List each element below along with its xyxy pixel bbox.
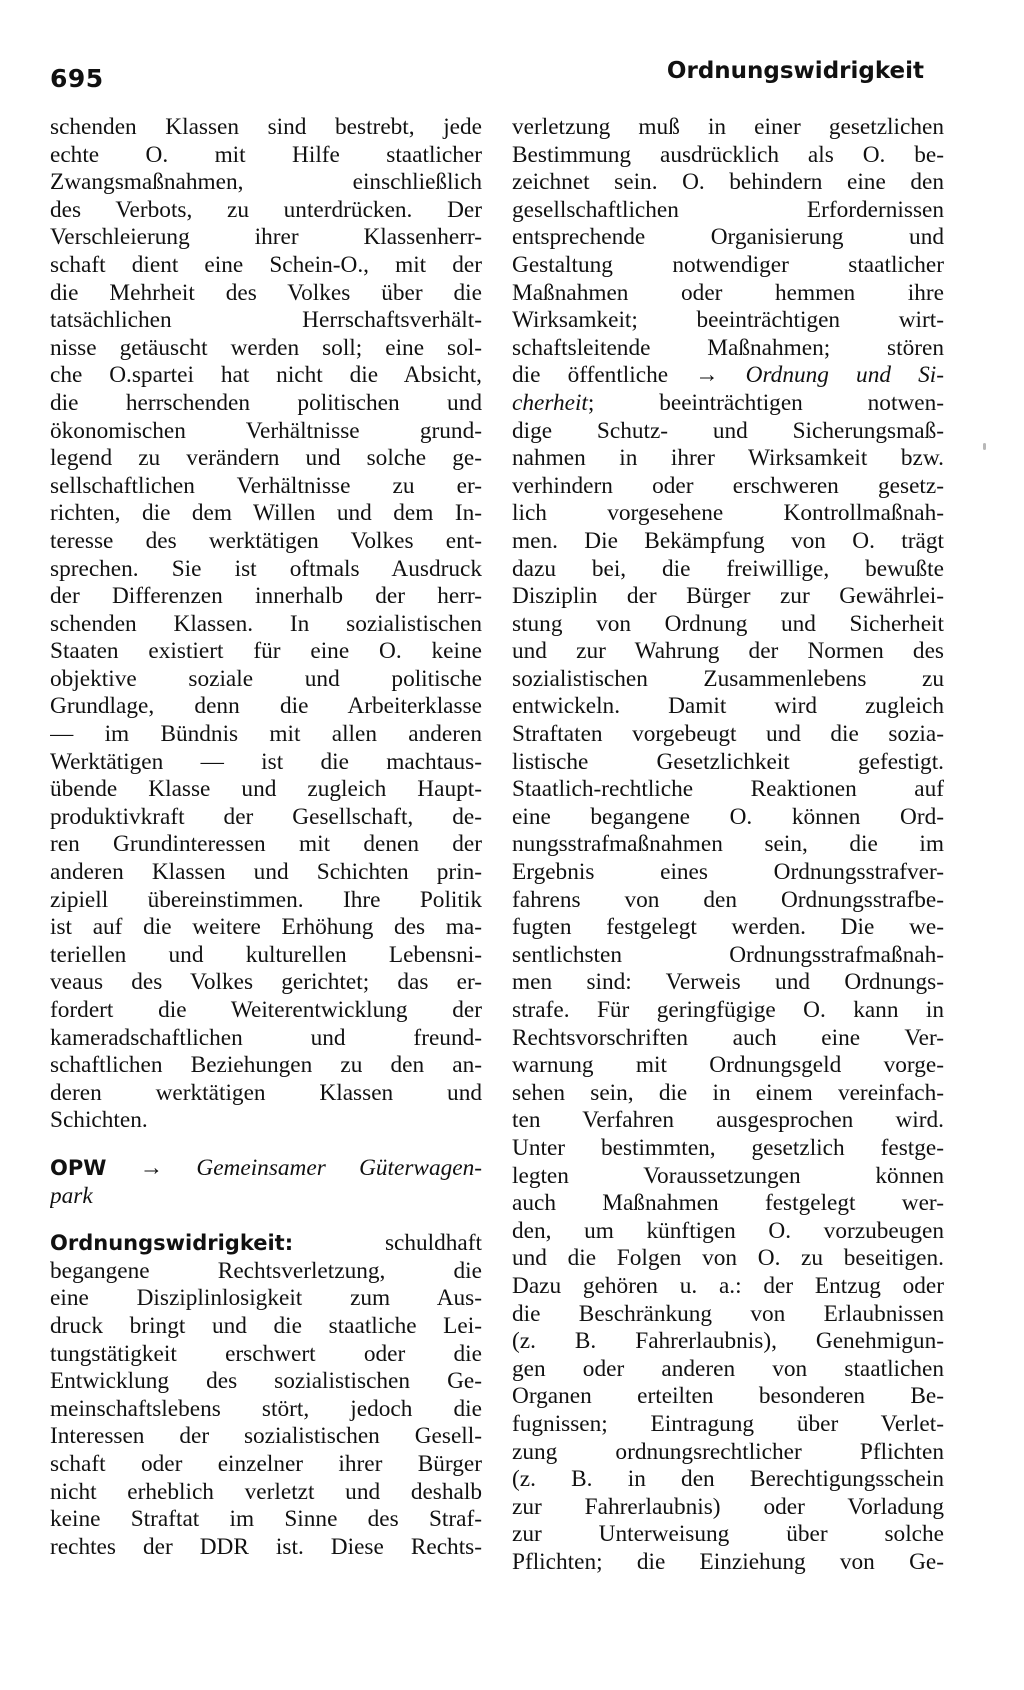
line-text: gen oder anderen von staatlichen (512, 1355, 944, 1382)
line-text: gesellschaftlichen Erfordernissen (512, 196, 944, 223)
line-text: Ergebnis eines Ordnungsstrafver- (512, 859, 944, 886)
line-text: und zur Wahrung der Normen des (512, 638, 944, 665)
line-text: fugnissen; Eintragung über Verlet- (512, 1410, 944, 1437)
line-text: die Mehrheit des Volkes über die (50, 279, 482, 306)
line-text: strafe. Für geringfügige O. kann in (512, 997, 944, 1023)
line-text: (z. B. Fahrerlaubnis), Genehmigun- (512, 1328, 944, 1355)
line-text: ist auf die weitere Erhöhung des ma- (50, 914, 482, 941)
text-line (50, 473, 482, 501)
text-line (50, 914, 482, 942)
text-line (50, 335, 482, 363)
line-text: schaftsleitende Maßnahmen; stören (512, 334, 944, 361)
text-line (50, 445, 482, 473)
text-line (512, 1521, 944, 1549)
text-line (50, 942, 482, 970)
paragraph-gap (50, 1210, 482, 1230)
text-line (50, 1230, 482, 1258)
text-line (50, 142, 482, 170)
line-text: Gestaltung notwendiger staatlicher (512, 251, 944, 278)
line-text: nicht erheblich verletzt und deshalb (50, 1478, 482, 1505)
line-text: übende Klasse und zugleich Haupt- (50, 776, 482, 803)
line-text: die Beschränkung von Erlaubnissen (512, 1300, 944, 1327)
text-line (50, 1451, 482, 1479)
text-line (512, 638, 944, 666)
line-text: zur Unterweisung über solche (512, 1521, 944, 1548)
line-text: teriellen und kulturellen Lebensni- (50, 941, 482, 968)
text-line (512, 749, 944, 777)
text-line (50, 252, 482, 280)
line-text: eine Disziplinlosigkeit zum Aus- (50, 1285, 482, 1312)
line-text: nisse getäuscht werden soll; eine sol- (50, 334, 482, 361)
line-text: und die Folgen von O. zu beseitigen. (512, 1245, 944, 1272)
text-line (512, 1025, 944, 1053)
text-line (512, 224, 944, 252)
line-text: rechtes der DDR ist. Diese Rechts- (50, 1533, 482, 1560)
text-line (50, 749, 482, 777)
line-text: ren Grundinteressen mit denen der (50, 831, 482, 858)
text-line (512, 611, 944, 639)
line-text: deren werktätigen Klassen und (50, 1079, 482, 1106)
text-line (512, 390, 944, 418)
text-line (512, 1245, 944, 1273)
text-line (50, 1423, 482, 1451)
line-text: auch Maßnahmen festgelegt wer- (512, 1190, 944, 1217)
text-line (512, 307, 944, 335)
text-line (512, 556, 944, 584)
line-text: sozialistischen Zusammenlebens zu (512, 665, 944, 692)
text-line (50, 1341, 482, 1369)
text-line (512, 1466, 944, 1494)
text-line (50, 969, 482, 997)
line-text: Disziplin der Bürger zur Gewährlei- (512, 583, 944, 610)
left-column (50, 114, 482, 1561)
cross-reference: Gemeinsamer Güterwagen- (196, 1154, 482, 1181)
scan-speck (983, 443, 986, 450)
text-line (50, 1155, 482, 1183)
text-line (512, 1190, 944, 1218)
text-line (50, 1258, 482, 1286)
text-line (512, 693, 944, 721)
line-text: schaftlichen Beziehungen zu den an- (50, 1052, 482, 1079)
line-text: men. Die Bekämpfung von O. trägt (512, 527, 944, 554)
line-text: Unter bestimmten, gesetzlich festge- (512, 1134, 944, 1161)
line-text: meinschaftslebens stört, jedoch die (50, 1395, 482, 1422)
line-text: listische Gesetzlichkeit gefestigt. (512, 748, 944, 775)
text-line (50, 418, 482, 446)
line-text: (z. B. in den Berechtigungsschein (512, 1466, 944, 1493)
text-line (50, 114, 482, 142)
line-text: die öffentliche (512, 362, 669, 389)
text-line (50, 1506, 482, 1534)
text-line (50, 307, 482, 335)
text-line (50, 197, 482, 225)
text-line (50, 1479, 482, 1507)
text-line (512, 1494, 944, 1522)
text-line (512, 1411, 944, 1439)
text-line (512, 804, 944, 832)
line-text: Entwicklung des sozialistischen Ge- (50, 1368, 482, 1395)
text-line (50, 500, 482, 528)
line-text: zipiell übereinstimmen. Ihre Politik (50, 886, 482, 913)
entry-headword: Ordnungswidrigkeit: (50, 1231, 294, 1256)
line-text: dazu bei, die freiwillige, bewußte (512, 555, 944, 582)
line-text: nahmen in ihrer Wirksamkeit bzw. (512, 445, 944, 472)
line-text: Dazu gehören u. a.: der Entzug oder (512, 1272, 944, 1299)
text-line (50, 583, 482, 611)
line-text: zung ordnungsrechtlicher Pflichten (512, 1438, 944, 1465)
line-text: den, um künftigen O. vorzubeugen (512, 1217, 944, 1244)
line-text: anderen Klassen und Schichten prin- (50, 859, 482, 886)
text-line (512, 969, 944, 997)
line-text: sprechen. Sie ist oftmals Ausdruck (50, 555, 482, 582)
running-head: Ordnungswidrigkeit (666, 58, 924, 84)
text-line (50, 362, 482, 390)
text-line (512, 859, 944, 887)
text-line (512, 142, 944, 170)
text-line (512, 887, 944, 915)
line-text: ten Verfahren ausgesprochen wird. (512, 1107, 944, 1134)
line-text: che O.spartei hat nicht die Absicht, (50, 362, 482, 389)
paragraph-gap (50, 1135, 482, 1155)
line-text: Zwangsmaßnahmen, einschließlich (50, 169, 482, 196)
text-line (512, 1383, 944, 1411)
line-text: fahrens von den Ordnungsstrafbe- (512, 886, 944, 913)
line-text: stung von Ordnung und Sicherheit (512, 610, 944, 637)
line-text: keine Straftat im Sinne des Straf- (50, 1506, 482, 1533)
cross-reference: park (50, 1182, 93, 1209)
text-line (50, 887, 482, 915)
text-line (50, 1183, 482, 1211)
line-text: Straftaten vorgebeugt und die sozia- (512, 721, 944, 748)
text-line (50, 1368, 482, 1396)
line-text: dige Schutz- und Sicherungsmaß- (512, 417, 944, 444)
line-text: warnung mit Ordnungsgeld vorge- (512, 1052, 944, 1079)
text-line (50, 528, 482, 556)
line-text: entsprechende Organisierung und (512, 224, 944, 251)
line-text: Staatlich-rechtliche Reaktionen auf (512, 776, 944, 803)
text-line (512, 362, 944, 390)
line-text: objektive soziale und politische (50, 665, 482, 692)
line-text: ; beeinträchtigen notwen- (587, 389, 944, 416)
line-text: Staaten existiert für eine O. keine (50, 638, 482, 665)
text-line (512, 1356, 944, 1384)
text-line (50, 831, 482, 859)
line-text: sehen sein, die in einem vereinfach- (512, 1079, 944, 1106)
text-line (512, 1273, 944, 1301)
text-line (512, 1080, 944, 1108)
text-line (512, 1218, 944, 1246)
line-text: veaus des Volkes gerichtet; das er- (50, 969, 482, 996)
line-text: druck bringt und die staatliche Lei- (50, 1312, 482, 1339)
text-line (512, 1301, 944, 1329)
cross-reference: Ordnung und Si- (745, 362, 944, 389)
line-text: eine begangene O. können Ord- (512, 803, 944, 830)
cross-reference: cherheit (512, 389, 588, 416)
text-line (512, 1163, 944, 1191)
line-text: tatsächlichen Herrschaftsverhält- (50, 307, 482, 334)
text-line (512, 1439, 944, 1467)
text-line (50, 611, 482, 639)
text-line (50, 1313, 482, 1341)
line-text: des Verbots, zu unterdrücken. Der (50, 196, 482, 223)
line-text: fugten festgelegt werden. Die we- (512, 914, 944, 941)
line-text: legend zu verändern und solche ge- (50, 445, 482, 472)
text-line (50, 666, 482, 694)
line-text: begangene Rechtsverletzung, die (50, 1257, 482, 1284)
line-text: schenden Klassen sind bestrebt, jede (50, 114, 482, 140)
line-text: lich vorgesehene Kontrollmaßnah- (512, 500, 944, 527)
line-text: sellschaftlichen Verhältnisse zu er- (50, 472, 482, 499)
text-line (512, 1328, 944, 1356)
text-line (512, 500, 944, 528)
text-line (512, 114, 944, 142)
text-line (50, 638, 482, 666)
text-line (50, 1534, 482, 1562)
text-line (512, 721, 944, 749)
text-line (50, 1285, 482, 1313)
text-line (512, 473, 944, 501)
text-line (512, 1107, 944, 1135)
text-line (50, 224, 482, 252)
line-text: schaft oder einzelner ihrer Bürger (50, 1450, 482, 1477)
text-line (512, 197, 944, 225)
line-text: sentlichsten Ordnungsstrafmaßnah- (512, 941, 944, 968)
line-text: schenden Klassen. In sozialistischen (50, 610, 482, 637)
line-text: verhindern oder erschweren gesetz- (512, 472, 944, 499)
text-line (512, 666, 944, 694)
line-text: Pflichten; die Einziehung von Ge- (512, 1548, 944, 1575)
text-line (50, 1052, 482, 1080)
line-text: verletzung muß in einer gesetzlichen (512, 114, 944, 140)
text-line (512, 169, 944, 197)
text-line (50, 693, 482, 721)
line-text: zur Fahrerlaubnis) oder Vorladung (512, 1493, 944, 1520)
text-line (512, 942, 944, 970)
text-line (50, 804, 482, 832)
entry-headword: OPW (50, 1155, 107, 1180)
text-line (50, 721, 482, 749)
text-line (512, 1135, 944, 1163)
text-line (512, 445, 944, 473)
text-line (512, 583, 944, 611)
line-text: Interessen der sozialistischen Gesell- (50, 1423, 482, 1450)
text-line (50, 1107, 482, 1135)
right-column (512, 114, 944, 1576)
text-line (50, 776, 482, 804)
line-text: ökonomischen Verhältnisse grund- (50, 417, 482, 444)
cross-reference-arrow: → (695, 362, 719, 389)
text-line (512, 280, 944, 308)
text-line (512, 776, 944, 804)
text-line (512, 252, 944, 280)
text-line (50, 859, 482, 887)
line-text: entwickeln. Damit wird zugleich (512, 693, 944, 720)
line-text: tungstätigkeit erschwert oder die (50, 1340, 482, 1367)
cross-reference-arrow: → (139, 1154, 164, 1181)
line-text: echte O. mit Hilfe staatlicher (50, 141, 482, 168)
line-text: der Differenzen innerhalb der herr- (50, 583, 482, 610)
line-text: legten Voraussetzungen können (512, 1162, 944, 1189)
text-line (512, 997, 944, 1025)
line-text: Rechtsvorschriften auch eine Ver- (512, 1024, 944, 1051)
text-line (512, 418, 944, 446)
text-line (50, 556, 482, 584)
page-number: 695 (50, 64, 104, 93)
text-line (512, 831, 944, 859)
line-text: Werktätigen — ist die machtaus- (50, 748, 482, 775)
line-text: schaft dient eine Schein-O., mit der (50, 251, 482, 278)
text-line (512, 1052, 944, 1080)
line-text: fordert die Weiterentwicklung der (50, 997, 482, 1023)
line-text: teresse des werktätigen Volkes ent- (50, 527, 482, 554)
line-text: nungsstrafmaßnahmen sein, die im (512, 831, 944, 858)
line-text: men sind: Verweis und Ordnungs- (512, 969, 944, 996)
text-line (50, 169, 482, 197)
text-line (50, 1025, 482, 1053)
text-line (50, 997, 482, 1025)
line-text: Bestimmung ausdrücklich als O. be- (512, 141, 944, 168)
line-text: Organen erteilten besonderen Be- (512, 1383, 944, 1410)
line-text: Wirksamkeit; beeinträchtigen wirt- (512, 307, 944, 334)
text-line (512, 335, 944, 363)
line-text: produktivkraft der Gesellschaft, de- (50, 803, 482, 830)
line-text: Grundlage, denn die Arbeiterklasse (50, 693, 482, 720)
line-text: richten, die dem Willen und dem In- (50, 500, 482, 527)
line-text: kameradschaftlichen und freund- (50, 1024, 482, 1051)
line-text: Schichten. (50, 1107, 148, 1134)
line-text: schuldhaft (384, 1230, 482, 1257)
line-text: zeichnet sein. O. behindern eine den (512, 169, 944, 196)
text-line (512, 1549, 944, 1577)
line-text: Verschleierung ihrer Klassenherr- (50, 224, 482, 251)
line-text: — im Bündnis mit allen anderen (50, 721, 482, 748)
text-line (50, 1080, 482, 1108)
text-line (512, 914, 944, 942)
text-line (50, 1396, 482, 1424)
text-line (50, 280, 482, 308)
text-line (512, 528, 944, 556)
text-line (50, 390, 482, 418)
line-text: Maßnahmen oder hemmen ihre (512, 279, 944, 306)
line-text: die herrschenden politischen und (50, 389, 482, 416)
